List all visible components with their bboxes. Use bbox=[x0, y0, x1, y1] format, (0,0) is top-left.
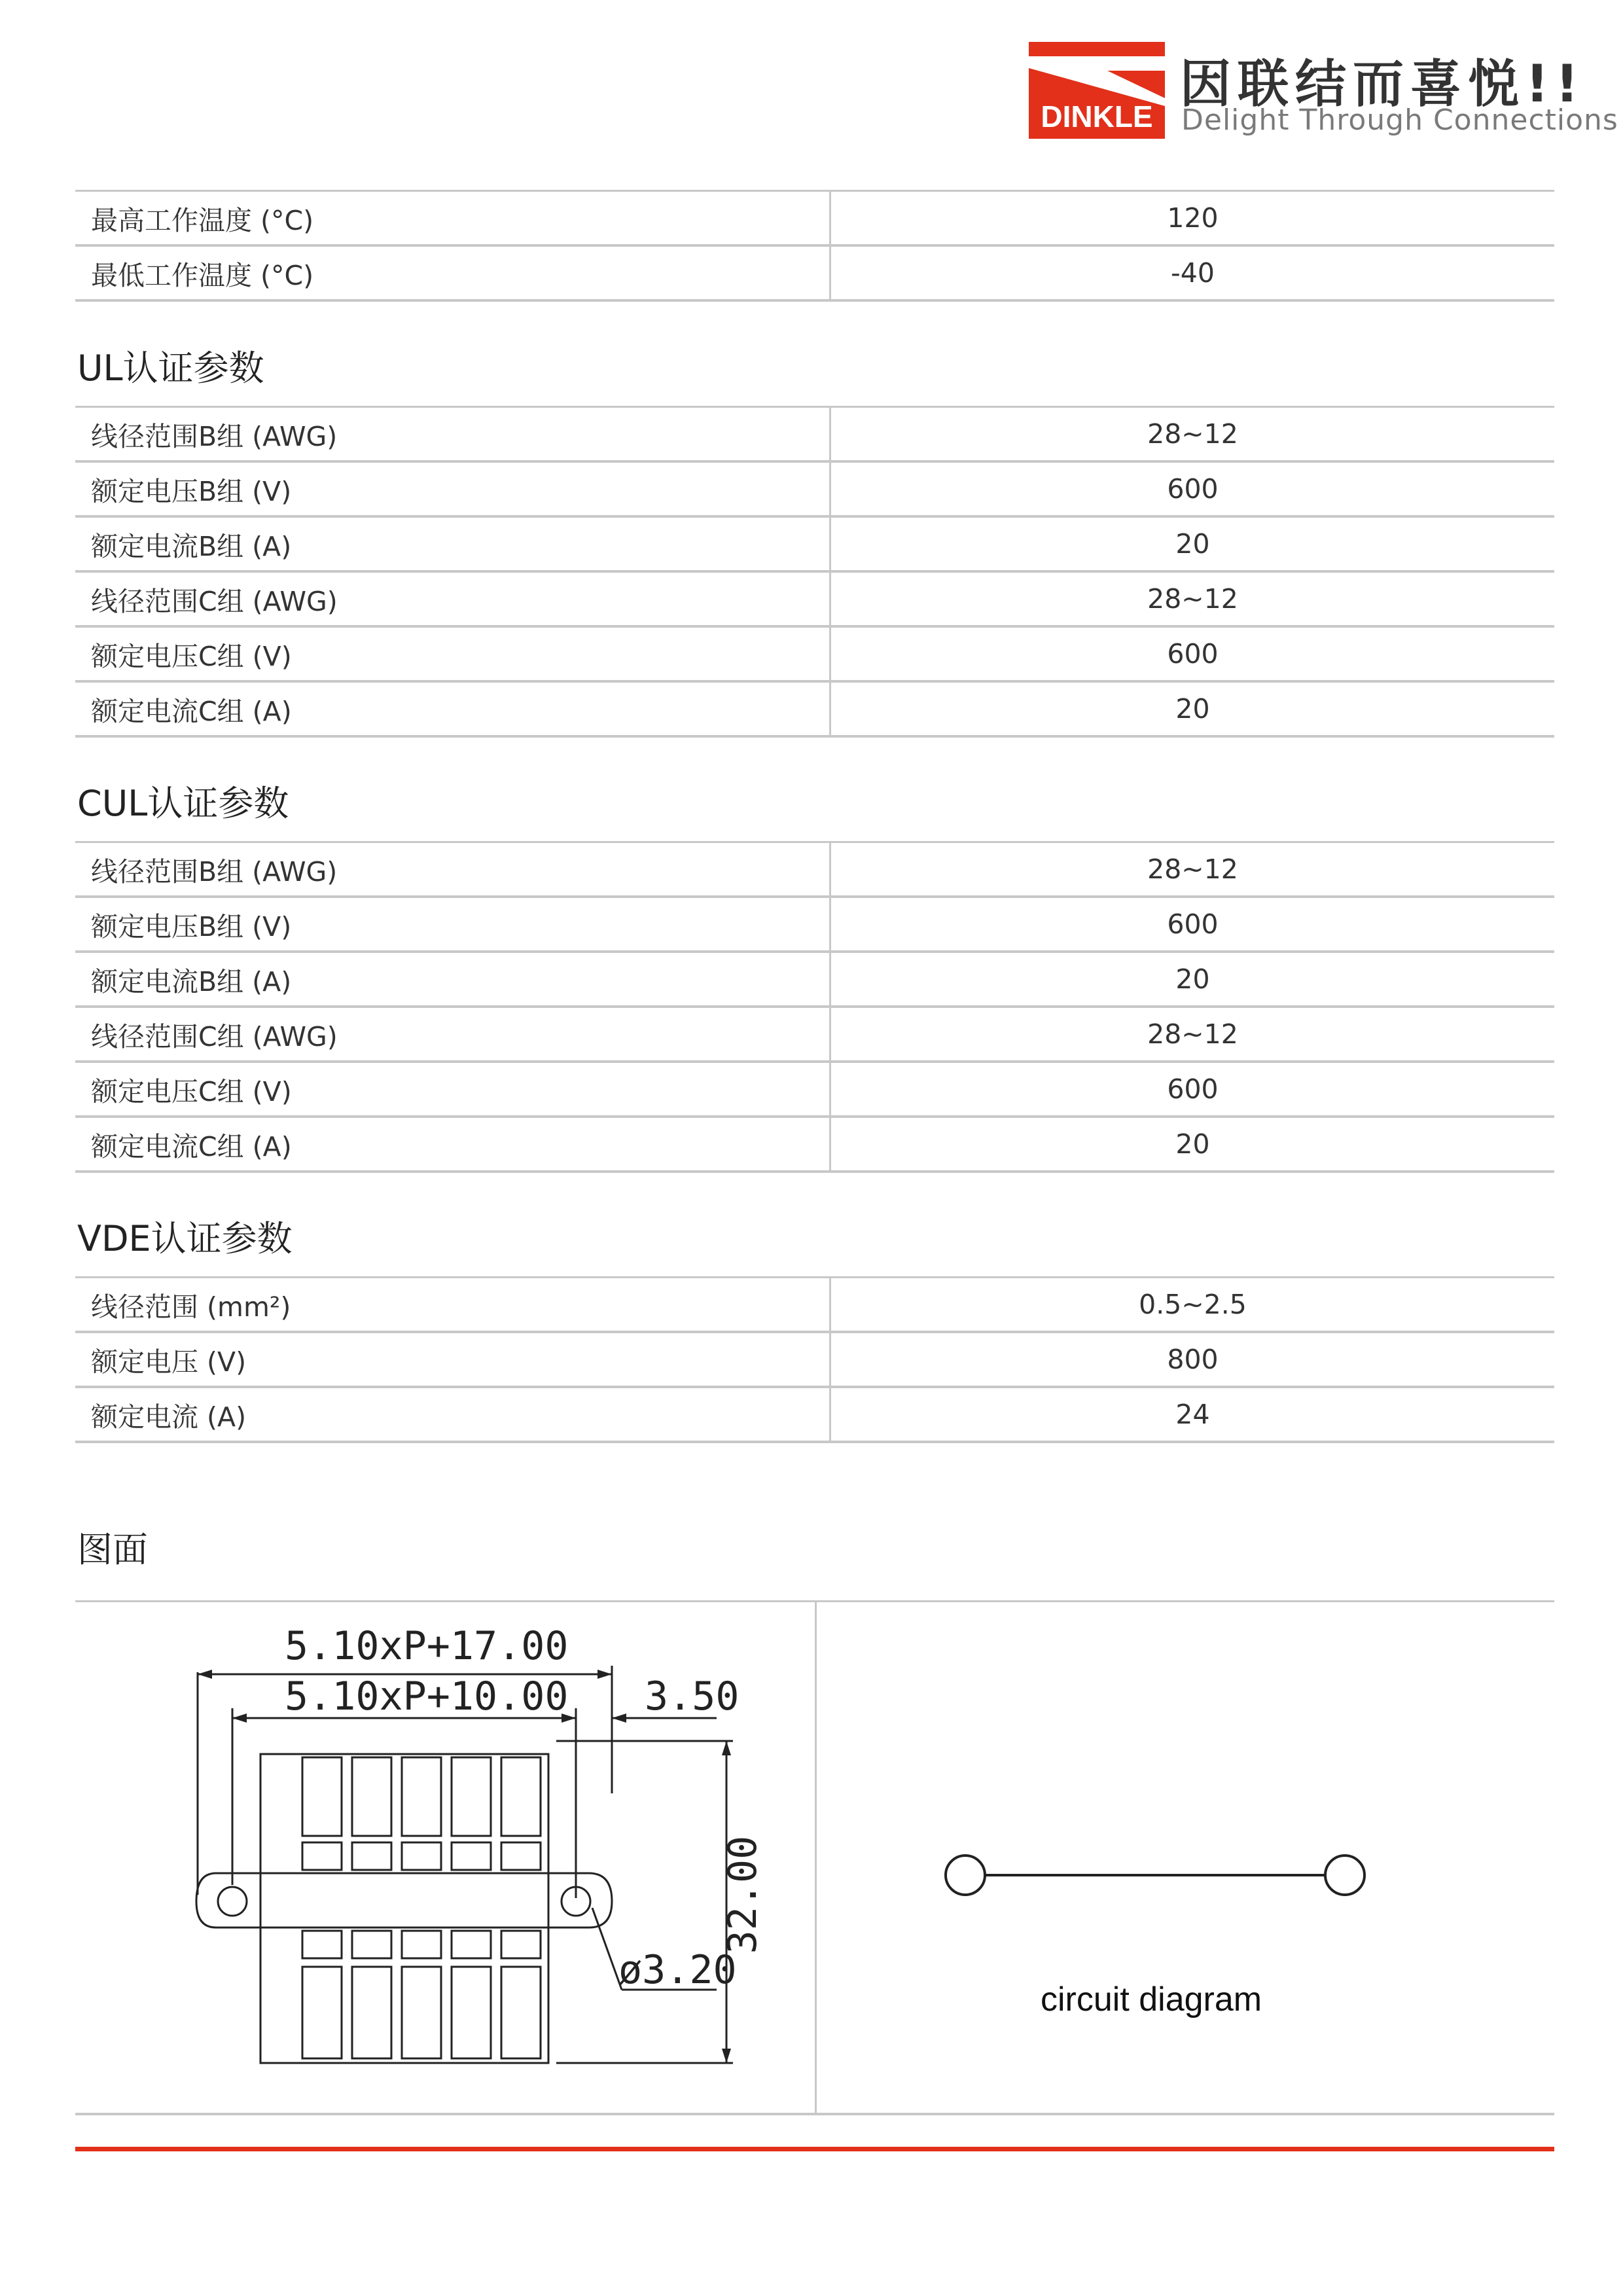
row-label: 最低工作温度 (°C) bbox=[75, 245, 830, 300]
row-value: 600 bbox=[830, 461, 1555, 516]
row-value: 20 bbox=[830, 1117, 1555, 1172]
row-label: 线径范围 (mm²) bbox=[75, 1278, 830, 1333]
dim-height-label: 32.00 bbox=[720, 1835, 766, 1954]
row-value: 20 bbox=[830, 952, 1555, 1007]
logo-text: DINKLE bbox=[1041, 99, 1153, 134]
row-value: 0.5~2.5 bbox=[830, 1278, 1555, 1333]
row-value: 20 bbox=[830, 681, 1555, 736]
vde-section-title: VDE认证参数 bbox=[77, 1218, 293, 1259]
cul-section-title: CUL认证参数 bbox=[77, 783, 289, 824]
brand-slogan-en: Delight Through Connections bbox=[1181, 103, 1618, 137]
footer-rule bbox=[75, 2147, 1554, 2151]
row-label: 额定电压 (V) bbox=[75, 1332, 830, 1387]
row-label: 额定电压C组 (V) bbox=[75, 1062, 830, 1117]
row-label: 线径范围C组 (AWG) bbox=[75, 571, 830, 626]
dim-overall-label: 5.10xP+17.00 bbox=[285, 1623, 569, 1669]
row-value: 120 bbox=[830, 191, 1555, 246]
dim-inner-label: 5.10xP+10.00 bbox=[285, 1674, 569, 1719]
row-value: 600 bbox=[830, 897, 1555, 952]
row-label: 额定电流B组 (A) bbox=[75, 516, 830, 571]
row-value: 800 bbox=[830, 1332, 1555, 1387]
row-value: 600 bbox=[830, 626, 1555, 681]
row-label: 额定电流C组 (A) bbox=[75, 1117, 830, 1172]
row-label: 额定电压B组 (V) bbox=[75, 897, 830, 952]
row-value: 28~12 bbox=[830, 571, 1555, 626]
circuit-symbol bbox=[946, 1856, 1364, 1895]
row-label: 最高工作温度 (°C) bbox=[75, 191, 830, 246]
row-label: 额定电压B组 (V) bbox=[75, 461, 830, 516]
dim-offset-label: 3.50 bbox=[645, 1674, 740, 1719]
brand-slogan-cn: 因联结而喜悦!! bbox=[1180, 55, 1586, 114]
row-label: 线径范围C组 (AWG) bbox=[75, 1007, 830, 1062]
row-value: 28~12 bbox=[830, 842, 1555, 897]
row-value: 28~12 bbox=[830, 1007, 1555, 1062]
row-value: 600 bbox=[830, 1062, 1555, 1117]
row-value: -40 bbox=[830, 245, 1555, 300]
row-label: 额定电流 (A) bbox=[75, 1387, 830, 1442]
row-label: 额定电流B组 (A) bbox=[75, 952, 830, 1007]
row-value: 24 bbox=[830, 1387, 1555, 1442]
circuit-diagram-label: circuit diagram bbox=[1041, 1981, 1262, 2018]
row-label: 额定电压C组 (V) bbox=[75, 626, 830, 681]
ul-section-title: UL认证参数 bbox=[77, 348, 264, 389]
row-value: 28~12 bbox=[830, 407, 1555, 462]
dim-hole-label: ø3.20 bbox=[618, 1947, 737, 1993]
row-label: 线径范围B组 (AWG) bbox=[75, 842, 830, 897]
drawing-section-title: 图面 bbox=[77, 1529, 148, 1570]
row-label: 线径范围B组 (AWG) bbox=[75, 407, 830, 462]
row-label: 额定电流C组 (A) bbox=[75, 681, 830, 736]
row-value: 20 bbox=[830, 516, 1555, 571]
